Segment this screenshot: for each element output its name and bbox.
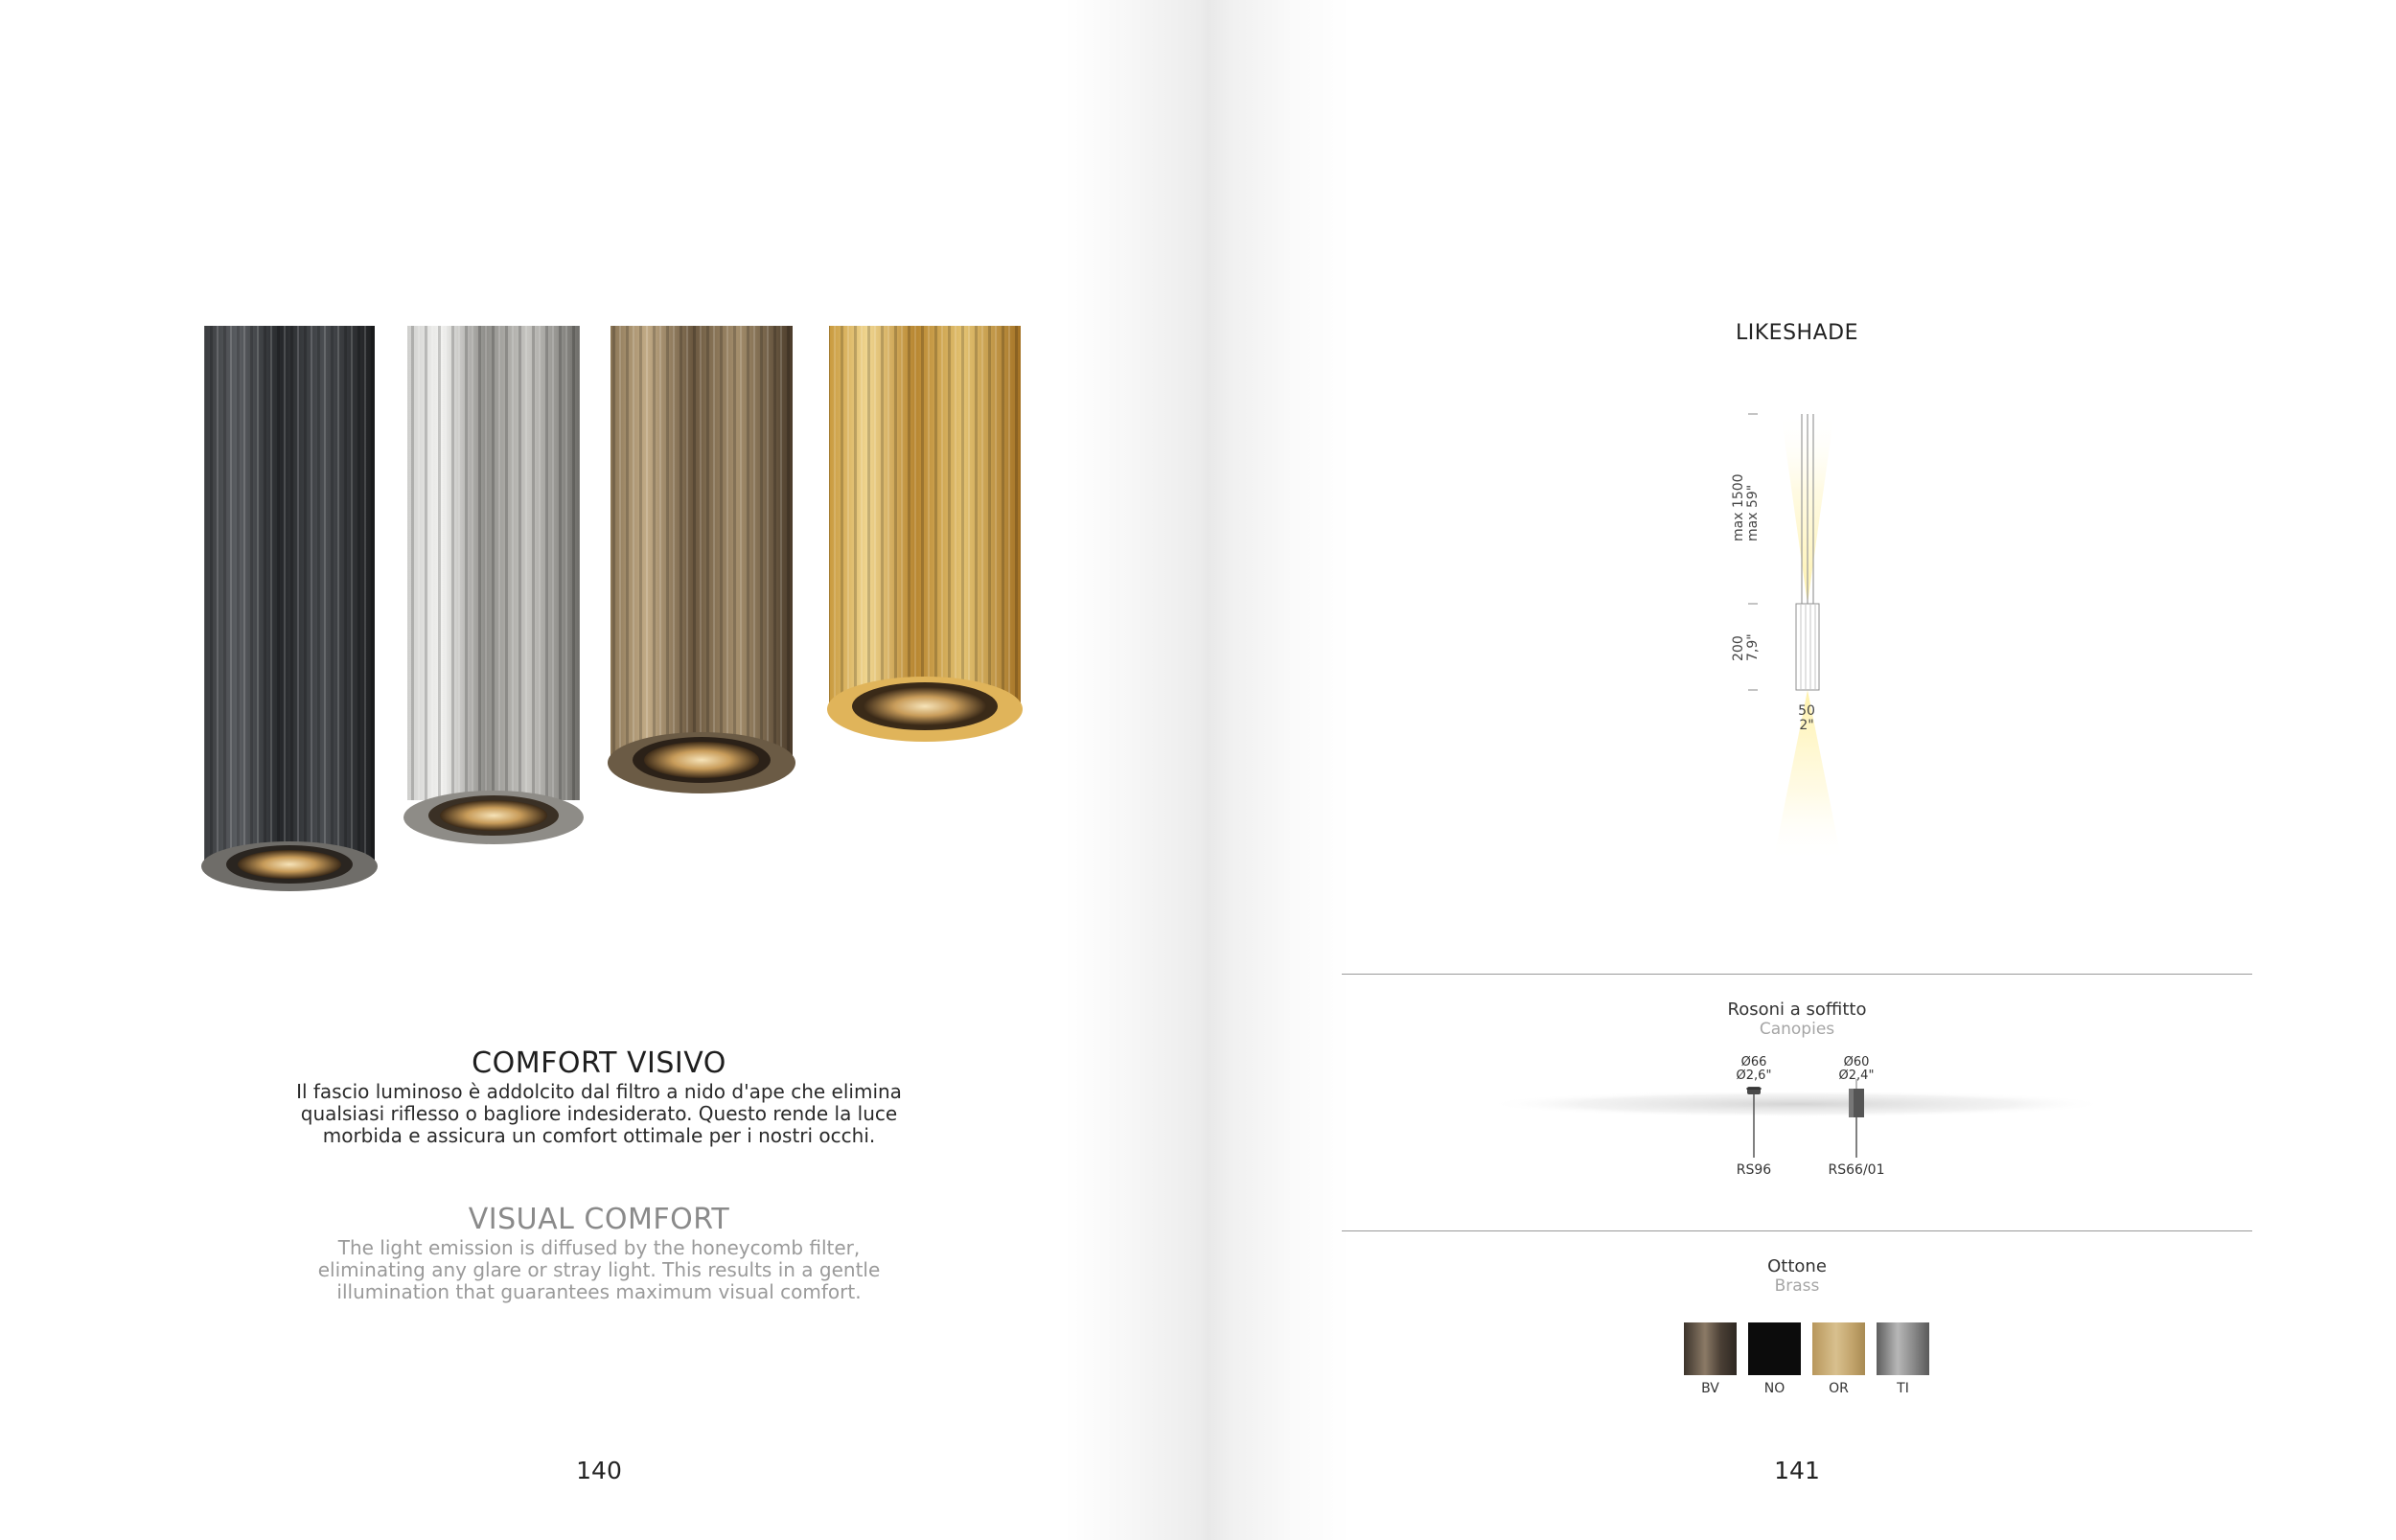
finishes-title: Ottone [1767,1256,1827,1276]
dimension-value: Ø60 [1843,1055,1870,1069]
canopy-shadow-band [1486,1085,2108,1123]
body-text-line: eliminating any glare or stray light. This results in a gentle [317,1258,881,1281]
body-text-italian [216,1081,982,1147]
product-title: LIKESHADE [1736,321,1858,345]
body-text-line: illumination that guarantees maximum visual comfort. [336,1280,862,1303]
dimension-value: max 59" [1745,484,1761,541]
heading-visual-comfort: VISUAL COMFORT [468,1203,730,1236]
canopy-code-rs66: RS66/01 [1828,1162,1885,1178]
finish-code-or: OR [1829,1381,1849,1396]
canopy-rs96-drawing [1735,1081,1773,1160]
finish-swatch-no[interactable] [1748,1322,1801,1375]
body-text-english [216,1237,982,1303]
dimension-value: 200 [1731,635,1746,661]
finish-swatch-or[interactable] [1812,1322,1865,1375]
dimension-value: Ø2,4" [1838,1069,1875,1083]
canopy-code-rs96: RS96 [1736,1162,1772,1178]
dimension-value: 7,9" [1745,633,1761,661]
technical-drawing [1706,402,1898,862]
finish-swatch-ti[interactable] [1877,1322,1929,1375]
section-divider [1342,974,2252,975]
dimension-value: 2" [1799,718,1814,733]
canopy-rs66-drawing [1837,1075,1876,1160]
body-text-line: The light emission is diffused by the honeycomb filter, [337,1236,861,1259]
section-divider [1342,1230,2252,1231]
dimension-diameter [1792,704,1821,733]
finishes-subtitle: Brass [1774,1276,1820,1296]
heading-comfort-visivo: COMFORT VISIVO [472,1046,726,1080]
dimension-value: max 1500 [1731,473,1746,541]
page-number-left: 140 [576,1457,622,1484]
dimension-body-length [1732,633,1761,661]
canopy-rs96-diameter [1720,1056,1787,1083]
finish-code-no: NO [1763,1381,1785,1396]
finish-code-bv: BV [1701,1381,1719,1396]
dimension-value: Ø66 [1740,1055,1767,1069]
body-text-line: morbida e assicura un comfort ottimale per i nostri occhi. [322,1124,876,1147]
body-text-line: qualsiasi riflesso o bagliore indesiderato. Questo rende la luce [300,1102,898,1125]
dimension-cable-length [1732,473,1761,541]
canopies-title: Rosoni a soffitto [1727,1000,1867,1020]
page-number-right: 141 [1774,1457,1820,1484]
finish-code-ti: TI [1897,1381,1909,1396]
canopies-subtitle: Canopies [1759,1020,1835,1039]
finish-swatch-bv[interactable] [1684,1322,1737,1375]
body-text-line: Il fascio luminoso è addolcito dal filtro a nido d'ape che elimina [296,1080,902,1103]
dimension-value: Ø2,6" [1736,1069,1772,1083]
dimension-value: 50 [1798,703,1815,719]
product-photo-pendant-lamps [196,316,1040,910]
